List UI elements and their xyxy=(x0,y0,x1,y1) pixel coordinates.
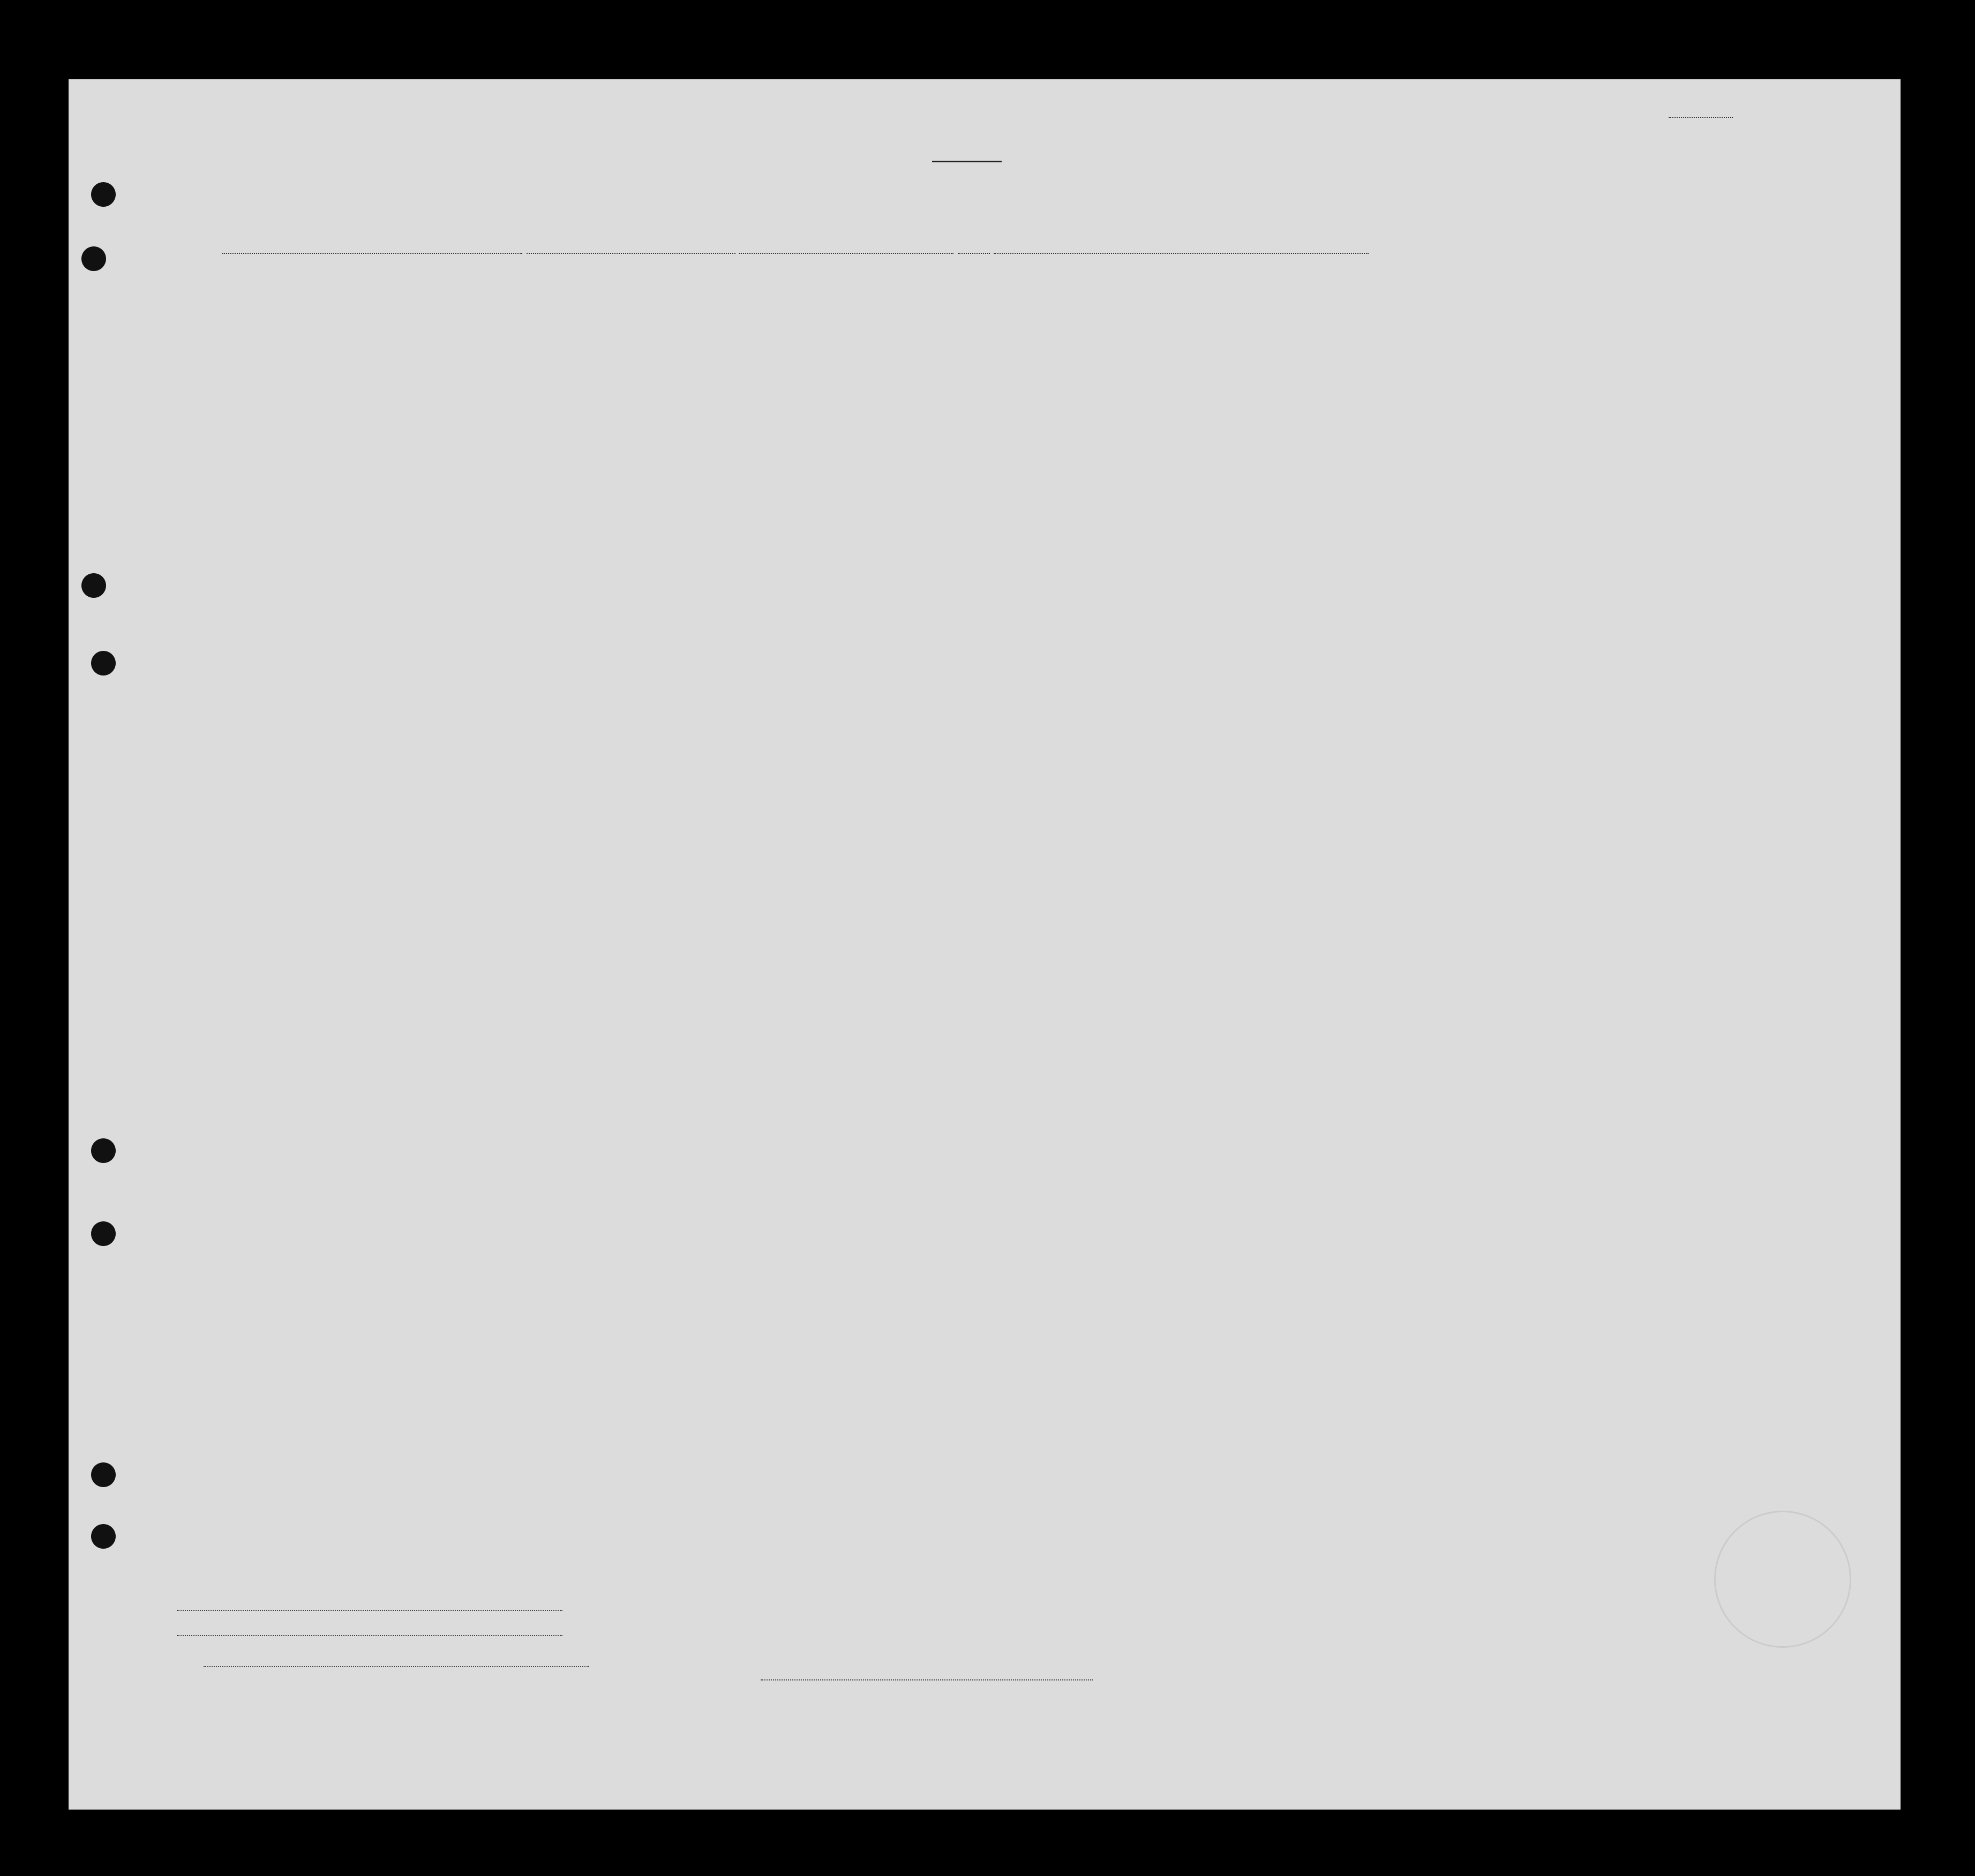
vessel-name xyxy=(222,253,522,254)
vessel-line xyxy=(222,240,1369,258)
seal-stamp xyxy=(1714,1511,1851,1648)
local-agents-value xyxy=(204,1666,589,1667)
owners-value xyxy=(177,1635,562,1636)
binder-hole xyxy=(91,182,116,207)
binder-hole xyxy=(91,1138,116,1163)
line-value xyxy=(177,1610,562,1611)
sheet-number xyxy=(1669,117,1733,118)
binder-hole xyxy=(81,246,106,271)
binder-hole xyxy=(81,573,106,598)
signature-underline xyxy=(761,1679,1093,1680)
binder-hole xyxy=(91,1221,116,1246)
binder-hole xyxy=(91,1462,116,1487)
manifest-sheet xyxy=(69,79,1901,1810)
sheet-number-block xyxy=(1669,105,1733,122)
binder-hole xyxy=(91,651,116,676)
year-value xyxy=(958,253,990,254)
from-port xyxy=(994,253,1369,254)
arriving-date xyxy=(739,253,953,254)
title-underline xyxy=(932,161,1002,162)
arriving-port xyxy=(527,253,735,254)
binder-hole xyxy=(91,1524,116,1549)
